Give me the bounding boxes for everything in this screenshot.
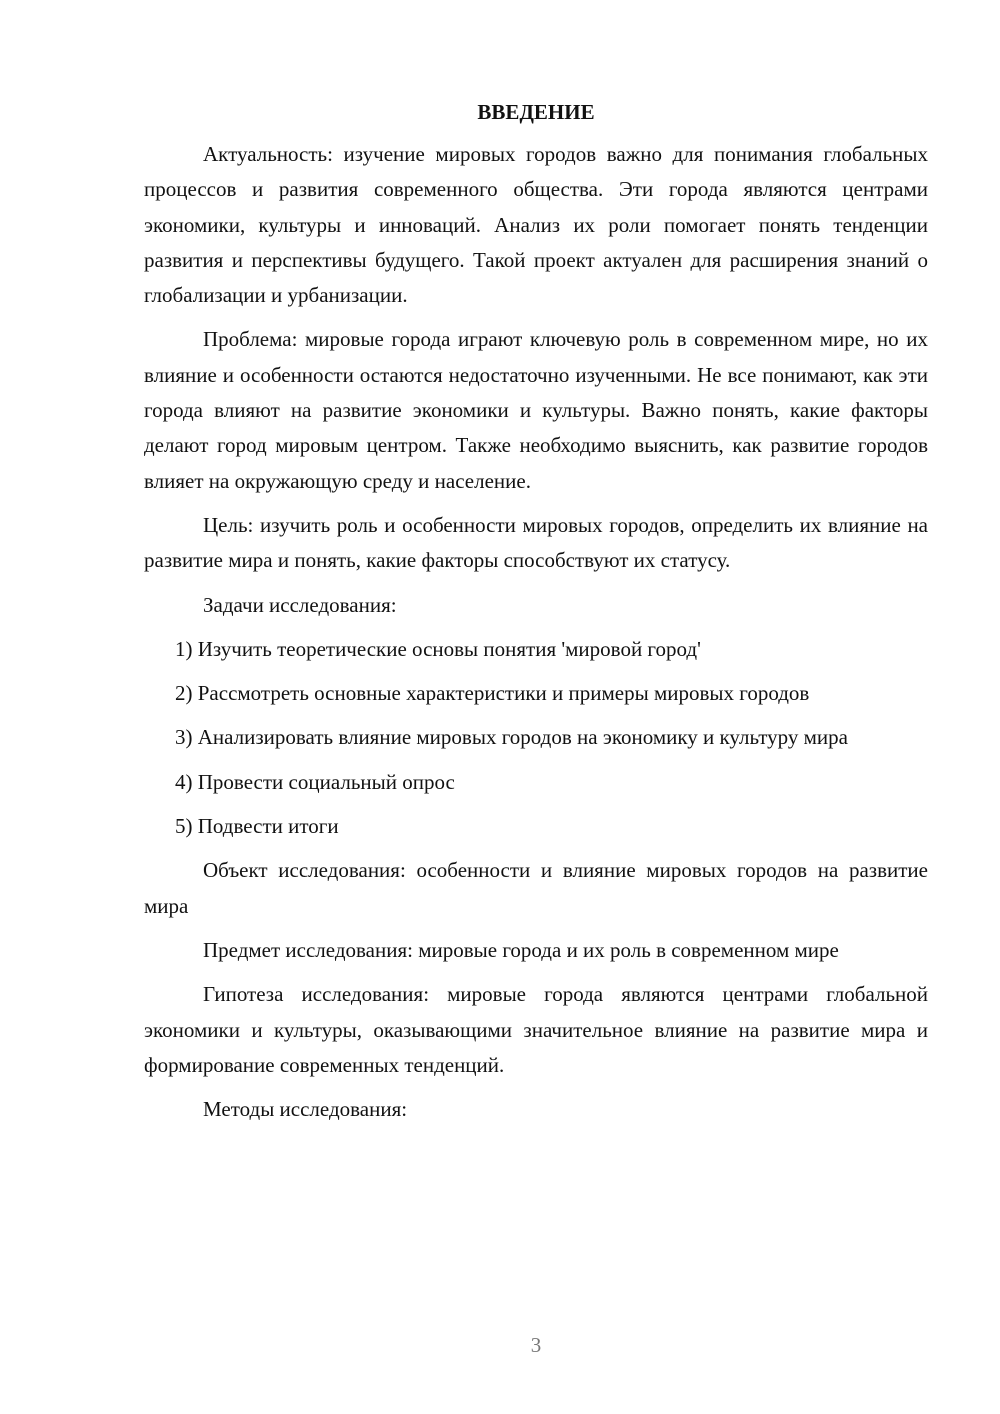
task-item-2: 2) Рассмотреть основные характеристики и примеры мировых городов [175,681,810,706]
task-item-3: 3) Анализировать влияние мировых городов на экономику и культуру мира [175,725,848,750]
page-number: 3 [530,1333,542,1357]
object-paragraph: Объект исследования: особенности и влияние мировых городов на развитие мира [144,858,928,918]
page-content [144,95,928,1136]
relevance-paragraph: Актуальность: изучение мировых городов важно для понимания глобальных процессов и развития современного общества. Эти города являются центрами экономики, культуры и инноваций. Анализ их роли помогает понять тенденции развития и перспективы будущего. Такой проект актуален для расширения знаний о глобализации и урбанизации. [144,142,928,308]
tasks-intro: Задачи исследования: [203,592,397,617]
hypothesis-paragraph: Гипотеза исследования: мировые города являются центрами глобальной экономики и культуры, оказывающими значительное влияние на развитие мира и формирование современных тенденций. [144,982,928,1077]
goal-paragraph: Цель: изучить роль и особенности мировых городов, определить их влияние на развитие мира и понять, какие факторы способствуют их статусу. [144,512,928,573]
task-item-4: 4) Провести социальный опрос [175,769,455,794]
methods-paragraph: Методы исследования: [203,1097,408,1122]
subject-paragraph: Предмет исследования: мировые города и их роль в современном мире [203,937,839,962]
section-heading: ВВЕДЕНИЕ [477,100,595,124]
problem-paragraph: Проблема: мировые города играют ключевую роль в современном мире, но их влияние и особенности остаются недостаточно изученными. Не все понимают, как эти города влияют на развитие экономики и культуры. Важно понять, какие факторы делают город мировым центром. Также необходимо выяснить, как развитие городов влияет на окружающую среду и население. [144,327,928,493]
task-item-5: 5) Подвести итоги [175,814,339,839]
task-item-1: 1) Изучить теоретические основы понятия 'мировой город' [175,636,701,661]
